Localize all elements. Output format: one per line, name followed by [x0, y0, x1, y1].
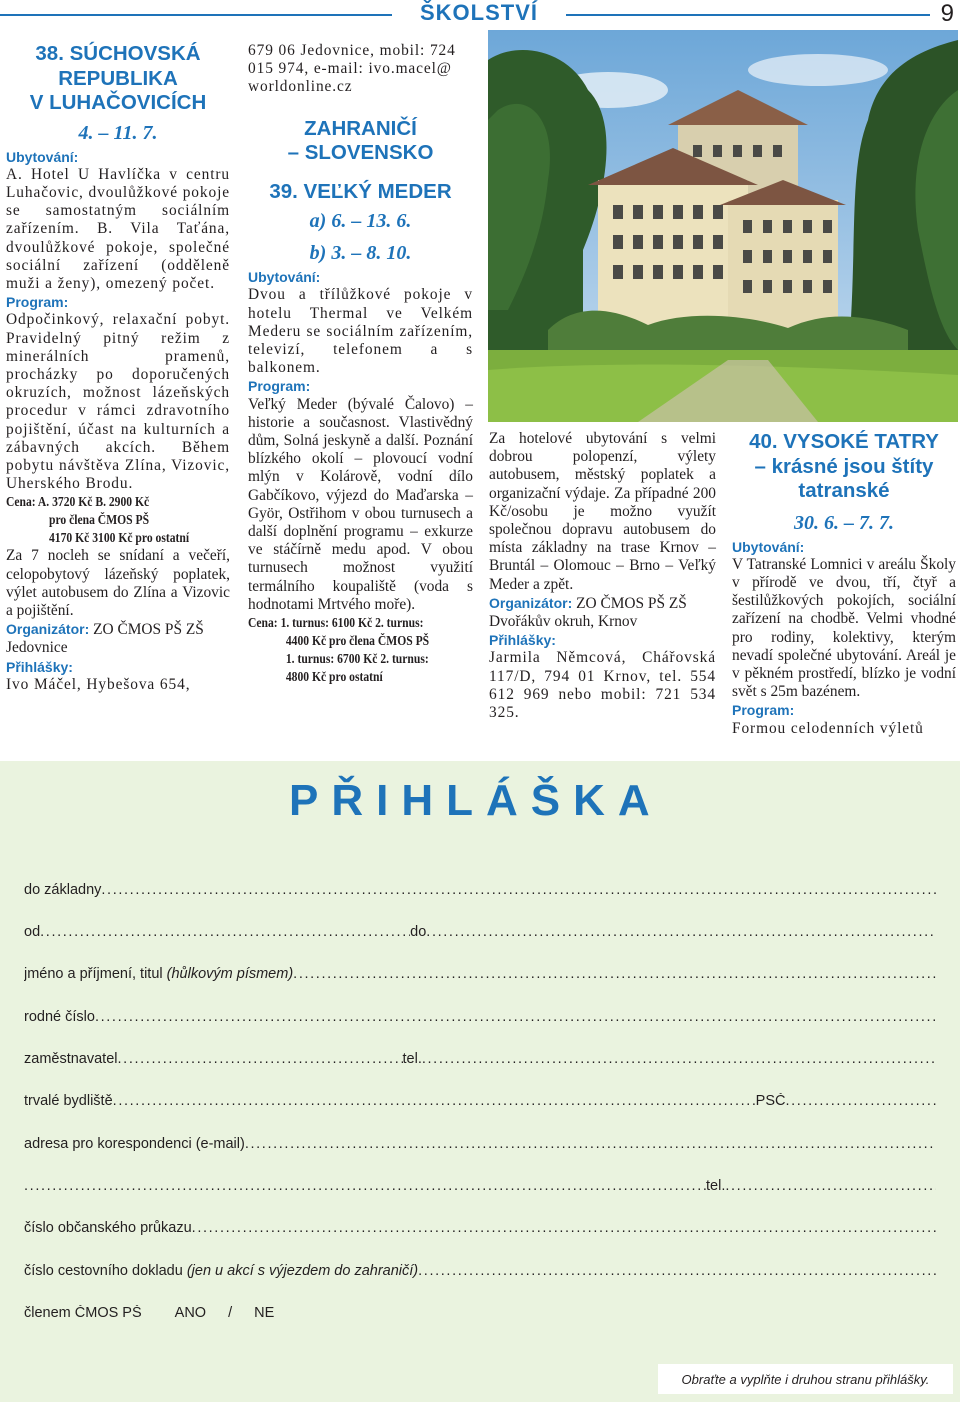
field-clenem[interactable] [24, 1305, 936, 1325]
prihlasky-text: Jarmila Němcová, Chářovská 117/D, 794 01 Krnov, tel. 554 612 969 nebo mobil: 721 534 325. [489, 649, 716, 722]
field-label: číslo cestovního dokladu [24, 1263, 183, 1279]
program-text: Odpočinkový, relaxační pobyt. Pravidelný pitný režim z minerálních pramenů, procházky po doporučených okruzích, možnost lázeňských procedur v rámci zdravotního pojištění, účast na kulturních a zábavných akcích. Během pobytu návštěva Zlína, Vizovic, Uherského Brodu. [6, 311, 230, 493]
program-text: Formou celodenních výletů [732, 719, 924, 737]
program-text: Veľký Meder (bývalé Čalovo) – historie a současnost. Vlastivědný dům, Solná jeskyně a další. Poznání blízkého okolí – plovoucí vodní mlýn v Kolárově, vodní dílo Gabčíkovo, výjezd do Maďarska – Györ, Ostřihom v obou turnusech a další doplnění programu – exkurze ve stáčírně medu apod. V obou turnusech možnost využití termálního koupaliště (voda s hodnotami Mrtvého moře). [248, 395, 473, 613]
field-hint: (jen u akcí s výjezdem do zahraničí) [186, 1263, 419, 1279]
title-line: 38. SÚCHOVSKÁ [35, 42, 201, 65]
price-text: Za 7 nocleh se snídaní a večeří, celopobytový lázeňský poplatek, výlet autobusem do Zlína a Vizovic a pojištění. [6, 547, 230, 619]
title-line: V LUHAČOVICÍCH [29, 91, 207, 114]
label-prihlasky: Přihlášky: [6, 658, 73, 675]
ubytovani-text: V Tatranské Lomnici v areálu Školy v přírodě ve dvou, tří, čtyř a šestilůžkových pokojích, sociální zařízení na chodbě. Velmi vhodné pro rodiny, kolektivy, kterým nevadí společné ubytování. Areál je v pěkném prostředí, blízko je vodní svět s 25m bazénem. [732, 555, 956, 701]
price-line: 4800 Kč pro ostatní [285, 668, 383, 684]
label-organizator: Organizátor: [6, 621, 90, 638]
article-38 [6, 42, 230, 694]
fill-line[interactable] [24, 1178, 706, 1194]
field-label: rodné číslo [24, 1009, 95, 1025]
article-40 [732, 430, 956, 738]
fill-line[interactable] [192, 1220, 936, 1236]
fill-line[interactable] [293, 966, 936, 982]
title-line: – krásné jsou štíty [754, 454, 934, 478]
article-40-title [732, 430, 956, 504]
title-line: REPUBLIKA [58, 66, 178, 90]
fill-line[interactable] [725, 1178, 936, 1194]
field-label: číslo občanského průkazu [24, 1220, 192, 1236]
ubytovani-text: A. Hotel U Havlíčka v centru Luhačovic, dvoulůžkové pokoje se samostatným sociálním zařízením. B. Vila Taťána, dvoulůžkové pokoje, společné sociální zařízení (odděleně muži a ženy), omezený počet. [6, 165, 230, 292]
heading-line: – SLOVENSKO [287, 141, 434, 165]
fill-line[interactable] [418, 1263, 936, 1279]
field-obcansky[interactable] [24, 1220, 936, 1240]
label-ubytovani: Ubytování: [732, 538, 805, 555]
option-ne[interactable]: NE [254, 1305, 275, 1321]
fill-line[interactable] [40, 924, 410, 940]
article-38-title [6, 42, 230, 116]
field-label: jméno a příjmení, titul [24, 966, 163, 982]
field-hint: (hůlkovým písmem) [166, 966, 294, 982]
field-label: tel. [706, 1178, 726, 1194]
hotel-photo-image [488, 30, 958, 422]
field-label: zaměstnavatel [24, 1051, 118, 1067]
fill-line[interactable] [422, 1051, 936, 1067]
field-label: PSČ [755, 1093, 786, 1109]
price-line: 1. turnus: 6700 Kč 2. turnus: [285, 650, 429, 666]
field-rodne-cislo[interactable] [24, 1009, 936, 1029]
field-label: adresa pro korespondenci (e-mail) [24, 1136, 245, 1152]
contact-continued: 679 06 Jedovnice, mobil: 724 015 974, e-mail: ivo.macel@ worldonline.cz [248, 42, 456, 96]
ubytovani-text: Dvou a třílůžkové pokoje v hotelu Thermal ve Velkém Mederu se sociálním zařízením, televizí, telefonem a s balkonem. [248, 286, 473, 377]
article-38-date: 4. – 11. 7. [78, 121, 158, 144]
label-ubytovani: Ubytování: [248, 269, 321, 286]
form-title: PŘIHLÁŠKA [289, 776, 663, 825]
page-number: 9 [940, 0, 954, 27]
price-line: pro člena ČMOS PŠ [49, 512, 150, 528]
fill-line[interactable] [113, 1093, 756, 1109]
section-title: ŠKOLSTVÍ [419, 0, 538, 25]
field-od-do[interactable] [24, 924, 936, 944]
field-adresa-tel[interactable] [24, 1178, 936, 1198]
field-adresa[interactable] [24, 1136, 936, 1156]
field-label: tel. [402, 1051, 422, 1067]
article-39-cont-text: Za hotelové ubytování s velmi dobrou polopenzí, výlety autobusem, městský poplatek a organizační výdaje. Za případné 200 Kč/osobu je možno využít společnou dopravu autobusem do místa základny na trase Krnov – Bruntál – Olomouc – Brno – Veľký Meder a zpět. [489, 430, 716, 593]
field-label: od [24, 924, 41, 940]
field-label: do základny [24, 882, 102, 898]
fill-line[interactable] [118, 1051, 403, 1067]
field-label: trvalé bydliště [24, 1093, 113, 1109]
zahranici-heading [248, 117, 473, 166]
fill-line[interactable] [95, 1009, 936, 1025]
field-zamestnavatel[interactable] [24, 1051, 936, 1071]
price-line: Cena: 1. turnus: 6100 Kč 2. turnus: [248, 614, 424, 630]
label-prihlasky: Přihlášky: [489, 632, 556, 649]
article-39-date-a: a) 6. – 13. 6. [309, 210, 412, 233]
header-rule-left [0, 14, 392, 16]
title-line: 40. VYSOKÉ TATRY [749, 430, 939, 453]
field-zakladna[interactable] [24, 882, 936, 902]
hotel-photo [488, 30, 958, 422]
prihlasky-text: Ivo Máčel, Hybešova 654, [6, 675, 191, 693]
fill-line[interactable] [426, 924, 936, 940]
organizator-text: ZO ČMOS PŠ ZŠ Jedovnice [6, 621, 204, 657]
article-39-date-b: b) 3. – 8. 10. [309, 242, 412, 265]
fill-line[interactable] [101, 882, 936, 898]
article-39-cont [489, 430, 716, 722]
option-separator: / [228, 1305, 233, 1321]
price-line: 4400 Kč pro člena ČMOS PŠ [285, 632, 430, 648]
option-ano[interactable]: ANO [174, 1305, 207, 1321]
label-program: Program: [732, 702, 795, 719]
field-label: do [410, 924, 427, 940]
field-bydliste[interactable] [24, 1093, 936, 1113]
article-40-date: 30. 6. – 7. 7. [794, 511, 894, 534]
field-jmeno[interactable] [24, 966, 936, 986]
article-39 [248, 42, 473, 686]
field-cestovni[interactable] [24, 1263, 936, 1283]
organizator-text: ZO ČMOS PŠ ZŠ Dvořákův okruh, Krnov [489, 594, 687, 631]
turn-over-note: Obraťte a vyplňte i druhou stranu přihlášky. [658, 1364, 953, 1394]
header-rule-right [566, 14, 930, 16]
heading-line: ZAHRANIČÍ [304, 116, 417, 140]
price-line: 4170 Kč 3100 Kč pro ostatní [49, 530, 190, 546]
fill-line[interactable] [245, 1136, 936, 1152]
label-ubytovani: Ubytování: [6, 148, 79, 165]
fill-line[interactable] [785, 1093, 936, 1109]
label-organizator: Organizátor: [489, 594, 573, 611]
title-line: tatranské [798, 479, 890, 502]
price-line: Cena: A. 3720 Kč B. 2900 Kč [6, 494, 150, 510]
label-program: Program: [248, 378, 311, 395]
label-program: Program: [6, 294, 69, 311]
field-label: členem ČMOS PŠ [24, 1305, 142, 1321]
article-39-title: 39. VEĽKÝ MEDER [269, 179, 452, 203]
